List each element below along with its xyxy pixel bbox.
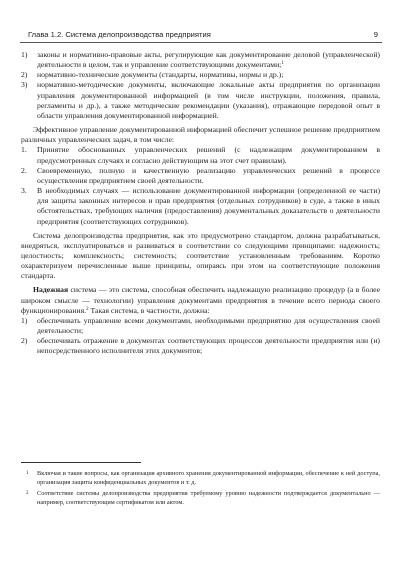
header-rule <box>20 42 382 43</box>
term-bold: Надежная <box>33 285 69 295</box>
main-text <box>21 50 380 357</box>
list-item <box>21 336 380 356</box>
list-marker: 3. <box>21 186 27 196</box>
list-marker: 2) <box>21 70 28 80</box>
list-item <box>21 80 380 121</box>
list-marker: 2) <box>21 336 28 346</box>
tasks-list <box>21 145 380 226</box>
footnote-ref[interactable]: 2 <box>86 306 89 312</box>
list-marker: 3) <box>21 80 28 90</box>
list-item-text: Своевременную, полную и качественную реализацию управленческих решений в процессе осуществления предприятием своей деятельности. <box>37 165 380 185</box>
chapter-title: Глава 1.2. Система делопроизводства предприятия <box>28 30 211 39</box>
list-marker: 2. <box>21 165 27 175</box>
list-item-text: нормативно-методические документы, включающие локальные акты предприятия по организации управления документированной информацией (в том числе инструкции, положения, правила, регламенты и др.), а также методические рекомендации (указания), отражающие передовой опыт в области управления документированной информацией. <box>37 80 380 120</box>
footnote-separator <box>21 462 141 463</box>
list-item <box>21 70 380 80</box>
list-item-text: В необходимых случаях — использование документированной информации (определенной ее части) для защиты законных интересов и прав предприятия (отдельных сотрудников) в суде, а также в иных обстоятельствах, требующих наличия (предоставления) документальных доказательств о деятельности предприятия (соответствующих сотрудников). <box>37 186 380 226</box>
paragraph: Эффективное управление документированной информацией обеспечит успешное решение предприятием различных управленческих задач, в том числе: <box>21 125 380 145</box>
document-types-list <box>21 50 380 121</box>
paragraph-reliable-system <box>21 285 380 315</box>
list-item <box>21 186 380 227</box>
list-item <box>21 316 380 336</box>
list-item-text: законы и нормативно-правовые акты, регулирующие как документирование деловой (управленческой) деятельности в целом, так и управление соответствующими документами; <box>37 50 380 70</box>
footnote-marker: 1 <box>26 471 29 476</box>
list-marker: 1) <box>21 50 28 59</box>
footnotes <box>21 470 380 511</box>
paragraph-text: Такая система, в частности, должна: <box>88 305 210 315</box>
list-item-text: обеспечивать отражение в документах соответствующих процессов деятельности предприятия или (и) непосредственного исполнителя этих документов; <box>37 336 380 356</box>
footnote <box>21 470 380 487</box>
requirements-list <box>21 316 380 357</box>
list-item <box>21 50 380 70</box>
list-item-text: обеспечивать управление всеми документами, необходимыми предприятию для осуществления своей деятельности; <box>37 315 380 336</box>
paragraph: Система делопроизводства предприятия, как это предусмотрено стандартом, должна разрабатываться, внедряться, эксплуатироваться и развиваться в соответствии со следующими принципами: надежность; целостность; комплексность; системность; соответствие установленным требованиям. Коротко охарактеризуем перечисленные выше принципы, опираясь при этом на соответствующие положения стандарта. <box>21 230 380 281</box>
list-marker: 1) <box>21 315 28 325</box>
list-item-text: Принятие обоснованных управленческих решений (с надлежащим документированием в предусмотренных случаях и согласно действующим на этот счет правилам). <box>37 145 380 165</box>
footnote-text: Включая и такие вопросы, как организация архивного хранения документированной информации, обеспечение к ней доступа, организация защиты конфиденциальных документов и т. д. <box>37 470 380 486</box>
paragraph-text: система — это система, способная обеспечить надлежащую реализацию процедур (а в более широком смысле — технологии) управления документами предприятия в течение всего периода своего функционирования. <box>21 285 380 315</box>
running-header <box>20 30 382 42</box>
page-number: 9 <box>373 30 378 39</box>
list-item <box>21 145 380 165</box>
footnote-ref[interactable]: 1 <box>281 61 284 67</box>
footnote-marker: 2 <box>26 491 29 497</box>
footnote-text: Соответствие системы делопроизводства предприятия требуемому уровню надежности подтверждается документально — например, соответствующим сертификатом или актом. <box>37 490 380 507</box>
list-item <box>21 166 380 186</box>
list-marker: 1. <box>21 145 27 155</box>
list-item-text: нормативно-технические документы (стандарты, нормативы, нормы и др.); <box>37 70 284 80</box>
footnote <box>21 490 380 507</box>
